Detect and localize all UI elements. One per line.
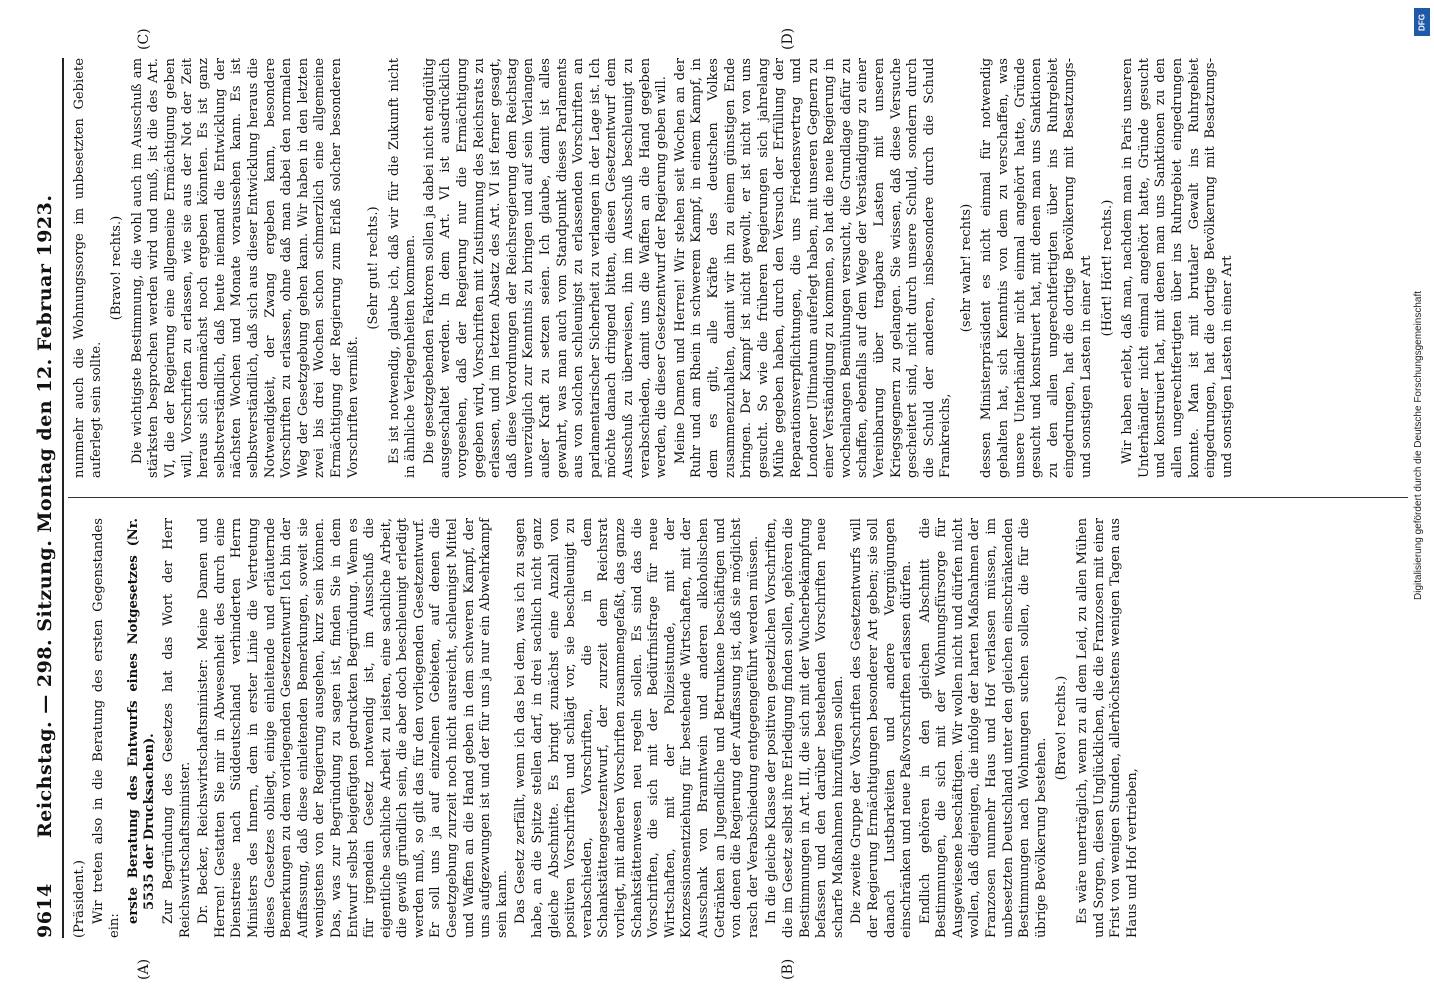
paragraph: nunmehr auch die Wohnungssorge im unbesetzten Gebiete auferlegt sein sollte. [72,58,104,478]
left-column [72,518,1143,938]
right-column [72,58,1238,478]
paragraph: Wir haben erlebt, daß man, nachdem man in Paris unseren Unterhändler nicht einmal angehört hatte, Gründe gesucht und konstruiert hat, mit denen man uns Sanktionen zu den allen ungerechtfertigten über ins Ruhrgebiet eingedrungen konnte. Man ist mit brutaler Gewalt ins Ruhrgebiet eingedrungen, hat die dortige Bevölkerung mit Besatzungs- und sonstigen Lasten in einer Art [1120,58,1235,478]
paragraph: In die gleiche Klasse der positiven gesetzlichen Vorschriften, die im Gesetz selbst ihre Erledigung finden sollen, gehören die Bestimmungen in Art. III, die sich mit der Wucherbekämpfung befassen und den darüber bestehenden Vorschriften neue scharfe Maßnahmen hinzufügen sollen. [764,518,846,938]
margin-marker-a: (A) [136,958,152,980]
margin-marker-c: (C) [136,28,152,50]
paragraph: Endlich gehören in den gleichen Abschnitt die Bestimmungen, die sich mit der Wohnungsfürsorge für Ausgewiesene beschäftigen. Wir wollen nicht und dürfen nicht wollen, daß diejenigen, die infolge der harten Maßnahmen der Franzosen nunmehr Haus und Hof verlassen müssen, im unbesetzten Deutschland unter den gleichen einschränkenden Bestimmungen nach Wohnungen suchen sollen, die für die übrige Bevölkerung bestehen. [917,518,1049,938]
interjection: (Bravo! rechts.) [109,215,125,321]
interjection: (Hört! Hört! rechts.) [1099,199,1115,337]
paragraph: Das Gesetz zerfällt, wenn ich das bei dem, was ich zu sagen habe, an die Spitze stellen darf, in drei sachlich nicht ganz gleiche Abschnitte. Es bringt zunächst eine Anzahl von positiven Vorschriften und schlägt vor, sie beschleunigt zu verabschieden, Vorschriften, die in dem Schankstättengesetzentwurf, der zurzeit dem Reichsrat vorliegt, mit anderen Vorschriften zusammengefaßt, das ganze Schankstättenwesen neu regeln sollen. Es sind das die Vorschriften, die sich mit der Bedürfnisfrage für neue Wirtschaften, mit der Polizeistunde, mit der Konzessionsentziehung für bestehende Wirtschaften, mit der Ausschank von Branntwein und anderen alkoholischen Getränken an Jugendliche und Betrunkene beschäftigen und von denen die Regierung der Auffassung ist, daß sie möglichst rasch der Verabschiedung entgegengeführt werden müssen. [513,518,761,938]
margin-marker-d: (D) [780,27,796,50]
dfg-logo [1414,8,1430,36]
interjection: (Sehr gut! rechts.) [366,206,382,330]
speaker-note: (Präsident.) [72,860,87,938]
paragraph: Dr. Becker, Reichswirtschaftsminister: Meine Damen und Herren! Gestatten Sie mir in Abwesenheit des durch eine Dienstreise nach Süddeutschland verhinderten Herrn Ministers des Innern, dem in erster Linie die Vertretung dieses Gesetzes obliegt, einige einleitende und erläuternde Bemerkungen zu dem vorliegenden Gesetzentwurf! Ich bin der Auffassung, daß diese einleitenden Bemerkungen, soweit sie wenigstens von der Regierung ausgehen, kurz sein können. Das, was zur Begründung zu sagen ist, finden Sie in dem Entwurf selbst beigefügten gedruckten Begründung. Wenn es für irgendein Gesetz notwendig ist, im Ausschuß die eigentliche sachliche Arbeit zu leisten, eine sachliche Arbeit, die gewiß gründlich sein, die aber doch beschleunigt erledigt werden muß, so gilt das für den vorliegenden Gesetzentwurf. Er soll uns ja auf einzelnen Gebieten, auf denen die Gesetzgebung zurzeit noch nicht ausreicht, schleunigst Mittel und Waffen an die Hand geben in dem schweren Kampf, der uns aufgezwungen ist und der für uns ja nur ein Abwehrkampf sein kann. [196,518,510,938]
interjection: (Bravo! rechts.) [1054,675,1070,781]
column-separator [68,497,1408,498]
header-rule [62,58,64,938]
paragraph: Es wäre unerträglich, wenn zu all dem Leid, zu allen Mühen und Sorgen, diesen Unglücklichen, die die Franzosen mit einer Frist von wenigen Stunden, allerhöchstens wenigen Tagen aus Haus und Hof vertrieben, [1075,518,1140,938]
paragraph: dessen Ministerpräsident es nicht einmal für notwendig gehalten hat, sich Kenntnis von dem zu verschaffen, was unsere Unterhändler nicht einmal angehört hatte, Gründe gesucht und konstruiert hat, mit denen man uns Sanktionen zu den allen ungerechtfertigten über ins Ruhrgebiet eingedrungen, hat die dortige Bevölkerung mit Besatzungs- und sonstigen Lasten in einer Art [979,58,1095,478]
page-header [30,58,60,938]
paragraph: Wir treten also in die Beratung des ersten Gegenstandes ein: [90,518,123,938]
interjection: (sehr wahr! rechts) [958,203,974,333]
paragraph: Die zweite Gruppe der Vorschriften des Gesetzentwurfs will der Regierung Ermächtigungen besonderer Art geben; sie soll danach Lustbarkeiten und andere Vergnügungen einschränken und neue Paßvorschriften erlassen dürfen. [849,518,915,938]
paragraph: Meine Damen und Herren! Wir stehen seit Wochen an der Ruhr und am Rhein in schwerem Kampf, in einem Kampf, in dem es gilt, alle Kräfte des deutschen Volkes zusammenzuhalten, damit wir ihn zu einem günstigen Ende bringen. Der Kampf ist nicht gewollt, er ist nicht von uns gesucht. So wie die früheren Regierungen sich jahrelang Mühe gegeben haben, durch den Versuch der Erfüllung der Reparationsverpflichtungen, die uns Friedensvertrag und Londoner Ultimatum auferlegt haben, mit unseren Gegnern zu einer Verständigung zu kommen, so hat die neue Regierung in wochenlangen Bemühungen versucht, die Grundlage dafür zu schaffen, ebenfalls auf dem Wege der Verständigung zu einer Vereinbarung über tragbare Lasten mit unseren Kriegsgegnern zu gelangen. Sie wissen, daß diese Versuche gescheitert sind, nicht durch unsere Schuld, sondern durch die Schuld der anderen, insbesondere durch die Schuld Frankreichs, [672,58,954,478]
page-number: 9614 [34,883,56,938]
paragraph: Zur Begründung des Gesetzes hat das Wort der Herr Reichswirtschaftsminister. [160,518,193,938]
paragraph: Die wichtigste Bestimmung, die wohl auch im Ausschuß am stärksten besprochen werden wird und muß, ist die des Art. VI, die der Regierung eine allgemeine Ermächtigung geben will, Vorschriften zu erlassen, wie sie aus der Not der Zeit heraus sich demnächst noch ergeben könnten. Es ist ganz selbstverständlich, daß heute niemand die Entwicklung der nächsten Wochen und Monate voraussehen kann. Es ist selbstverständlich, daß sich aus dieser Entwicklung heraus die Notwendigkeit, der Zwang ergeben kann, besondere Vorschriften zu erlassen, ohne daß man dabei den normalen Weg der Gesetzgebung gehen kann. Wir haben in den letzten zwei bis drei Wochen schon schmerzlich eine allgemeine Ermächtigung der Regierung zum Erlaß solcher besonderen Vorschriften vermißt. [129,58,361,478]
paragraph: Es ist notwendig, glaube ich, daß wir für die Zukunft nicht in ähnliche Verlegenheiten kommen. [386,58,419,478]
dfg-logo-text: DFG [1417,14,1427,31]
agenda-item: erste Beratung des Entwurfs eines Notgesetzes (Nr. 5535 der Drucksachen). [125,518,158,924]
running-title: Reichstag. — 298. Sitzung. Montag den 12. Februar 1923. [34,194,56,838]
margin-marker-b: (B) [780,958,796,980]
paragraph: Die gesetzgebenden Faktoren sollen ja dabei nicht endgültig ausgeschaltet werden. In dem Art. VI ist ausdrücklich vorgesehen, daß der Regierung nur die Ermächtigung gegeben wird, Vorschriften mit Zustimmung des Reichsrats zu erlassen, und im letzten Absatz des Art. VI ist ferner gesagt, daß diese Verordnungen der Reichsregierung dem Reichstag unverzüglich zur Kenntnis zu bringen und auf sein Verlangen außer Kraft zu setzen seien. Ich glaube, damit ist alles gewahrt, was man auch vom Standpunkt dieses Parlaments aus von solchen schleunigst zu erlassenden Vorschriften an parlamentarischer Sicherheit zu verlangen in der Lage ist. Ich möchte danach dringend bitten, diesen Gesetzentwurf dem Ausschuß zu überweisen, ihn im Ausschuß beschleunigt zu verabschieden, damit uns die Waffen an die Hand gegeben werden, die dieser Gesetzentwurf der Regierung geben will. [421,58,670,478]
funding-note: Digitalisierung gefördert durch die Deutsche Forschungsgemeinschaft [1413,290,1424,600]
